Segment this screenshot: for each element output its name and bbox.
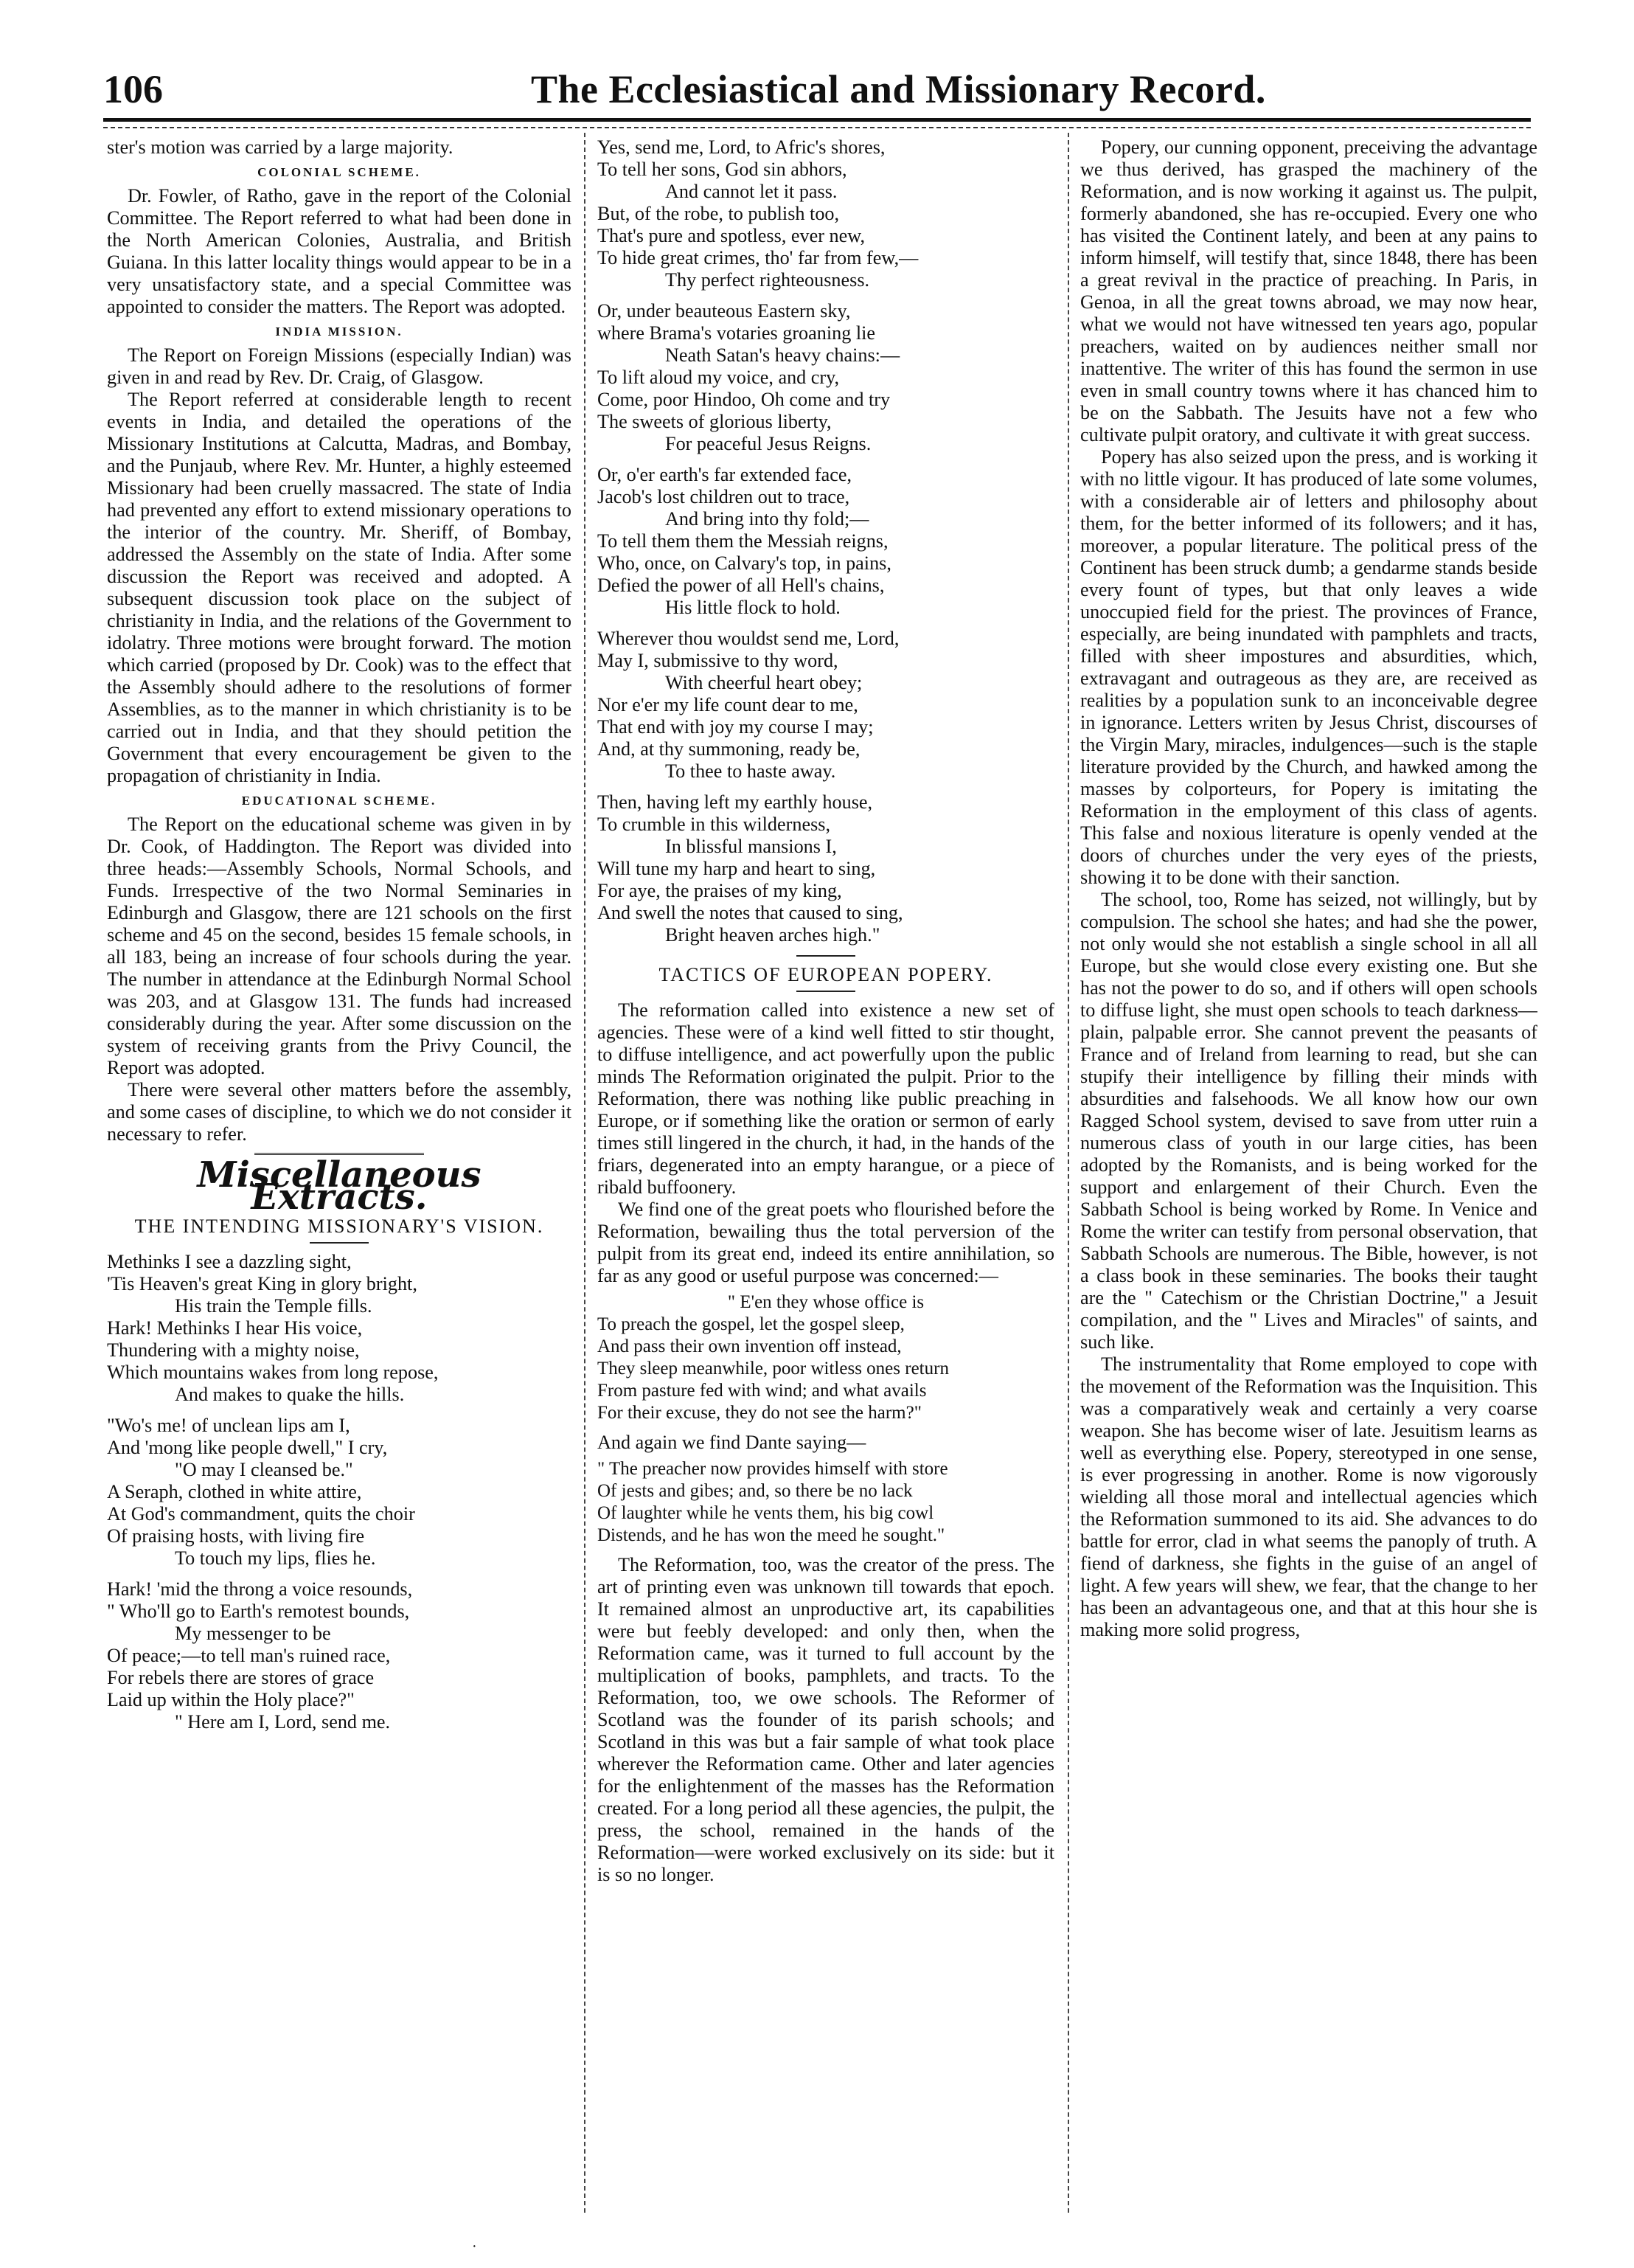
poem-line: To tell her sons, God sin abhors, [597, 159, 847, 180]
quote-line: To preach the gospel, let the gospel sleep, [597, 1314, 905, 1334]
poem-line: To crumble in this wilderness, [597, 814, 831, 835]
footer-mark: · [472, 2238, 477, 2255]
poem-line: That end with joy my course I may; [597, 716, 874, 738]
paragraph: Popery, our cunning opponent, preceiving the advantage we thus derived, has grasped the machinery of the Reformation, and is now working it against us. The pulpit, formerly abandoned, she has re-occupied. Every one who has visited the Continent lately, and been at any pains to inform himself, will testify that, since 1848, there has been a great revival in the practice of preaching. In Paris, in Genoa, in all the great towns abroad, we may now hear, what we would not have witnessed ten years ago, popular preachers, waited on by audiences neither small nor inattentive. The writer of this has found the sermon in use even in small country towns where it has chanced him to be on the Sabbath. The Jesuits have not a few who cultivate pulpit oratory, and cultivate it with great success. [1080, 136, 1537, 445]
poem-line: His little flock to hold. [665, 597, 841, 618]
poem-line: To hide great crimes, tho' far from few,— [597, 247, 919, 268]
poem-line: Thundering with a mighty noise, [107, 1339, 360, 1361]
poem-line: Come, poor Hindoo, Oh come and try [597, 389, 891, 410]
paragraph: ster's motion was carried by a large majority. [107, 136, 453, 158]
poem-line: His train the Temple fills. [175, 1295, 372, 1317]
poem-line: For aye, the praises of my king, [597, 880, 842, 901]
paragraph: And again we find Dante saying— [597, 1432, 866, 1453]
paragraph: The instrumentality that Rome employed to cope with the movement of the Reformation was the Inquisition. This was a comparatively weak and certainly a very coarse weapon. She has become wiser of late. Jesuitism learns as well as everything else. Popery, stereotyped in one sense, is ever progressing in another. Rome is now vigorously wielding all those moral and intellectual agencies which the Reformation summoned to its aid. She advances to do battle for error, clad in what seems the panoply of truth. A fiend of darkness, she fights in the guise of an angel of light. A few years will shew, we fear, that the change to her has been an advantageous one, and that at this hour she is making more solid progress, [1080, 1353, 1537, 1640]
poem-stanza [597, 464, 1054, 619]
ornament-rule [796, 955, 855, 957]
column-divider [584, 133, 585, 2213]
title-rule [796, 991, 855, 992]
poem-line: To touch my lips, flies he. [175, 1547, 376, 1569]
poem-line: And bring into thy fold;— [665, 508, 869, 530]
quote-line: Of laughter while he vents them, his big cowl [597, 1503, 934, 1523]
poem-line: Yes, send me, Lord, to Afric's shores, [597, 136, 886, 158]
paragraph: The Reformation, too, was the creator of the press. The art of printing even was unknown till towards that epoch. It remained almost an unproductive art, its capabilities were but feebly developed: and only then, when the Reformation came, was it turned to full account by the multiplication of books, pamphlets, and tracts. To the Reformation, too, we owe schools. The Reformer of Scotland was the founder of its parish schools; and Scotland in this was but a fair sample of what took place wherever the Reformation came. Other and later agencies for the enlightenment of the masses has the Reformation created. For a long period all these agencies, the pulpit, the press, the school, remained in the hands of the Reformation—were worked exclusively on its side: but it is so no longer. [597, 1554, 1054, 1885]
quotation [597, 1458, 1054, 1547]
poem-line: Hark! 'mid the throng a voice resounds, [107, 1578, 413, 1600]
poem-line: My messenger to be [175, 1623, 331, 1644]
paragraph: We find one of the great poets who flourished before the Reformation, bewailing thus the total perversion of the pulpit from its great end, indeed its entire annihilation, so far as any good or useful purpose was concerned:— [597, 1199, 1054, 1286]
poem-stanza [107, 1415, 571, 1570]
poem-line: where Brama's votaries groaning lie [597, 322, 876, 344]
quote-line: Of jests and gibes; and, so there be no lack [597, 1481, 913, 1501]
poem-line: Neath Satan's heavy chains:— [665, 344, 900, 366]
header-rule-dashed [103, 127, 1531, 128]
poem-line: And 'mong like people dwell," I cry, [107, 1437, 388, 1458]
title-rule [310, 1242, 369, 1244]
poem-stanza [107, 1578, 571, 1733]
column-2 [597, 136, 1054, 1886]
poem-line: But, of the robe, to publish too, [597, 203, 840, 224]
poem-line: 'Tis Heaven's great King in glory bright, [107, 1273, 417, 1294]
poem-line: Will tune my harp and heart to sing, [597, 858, 876, 879]
poem-line: Nor e'er my life count dear to me, [597, 694, 858, 715]
section-subhead: EDUCATIONAL SCHEME. [241, 794, 437, 808]
poem-line: At God's commandment, quits the choir [107, 1503, 415, 1525]
header-rule [103, 118, 1531, 122]
quotation [597, 1291, 1054, 1424]
quote-line: For their excuse, they do not see the harm?" [597, 1403, 922, 1423]
poem-line: Laid up within the Holy place?" [107, 1689, 355, 1710]
quote-line: " The preacher now provides himself with store [597, 1459, 948, 1479]
poem-line: Jacob's lost children out to trace, [597, 486, 850, 507]
poem-stanza [597, 628, 1054, 783]
poem-line: And makes to quake the hills. [175, 1384, 405, 1405]
poem-line: Hark! Methinks I hear His voice, [107, 1317, 363, 1339]
poem-line: Of praising hosts, with living fire [107, 1525, 365, 1547]
poem-line: Defied the power of all Hell's chains, [597, 575, 885, 596]
paragraph: The school, too, Rome has seized, not willingly, but by compulsion. The school she hates; and had she the power, not only would she not establish a single school in all all Europe, but she would close every existing one. But she has not the power to do so, and if others will open schools to diffuse light, she must open schools to teach darkness—plain, palpable error. She cannot prevent the peasants of France and of Ireland from learning to read, but she can stupify their intelligence by filling their minds with absurdities and falsehoods. We all know how our own Ragged School system, devised to save from utter ruin a numerous class of youth in our large cities, has been adopted by the Romanists, and is being worked for the support and enlargement of their Church. Even the Sabbath School is being worked by Rome. In Venice and Rome the writer can testify from personal observation, that Sabbath Schools are numerous. The Bible, however, is not a class book in these seminaries. The books their taught are the " Catechism or the Christian Doctrine," a Jesuit compilation, and the " Lives and Miracles" of saints, and such like. [1080, 889, 1537, 1353]
poem-line: And cannot let it pass. [665, 181, 838, 202]
poem-stanza [597, 136, 1054, 291]
poem-line: "Wo's me! of unclean lips am I, [107, 1415, 350, 1436]
poem-line: To lift aloud my voice, and cry, [597, 367, 840, 388]
quote-line: They sleep meanwhile, poor witless ones return [597, 1359, 949, 1379]
quote-line: From pasture fed with wind; and what avails [597, 1381, 927, 1401]
section-title: Miscellaneous Extracts. [197, 1154, 481, 1218]
quote-line: Distends, and he has won the meed he sought." [597, 1525, 945, 1545]
page-header [103, 66, 1531, 125]
paragraph: Dr. Fowler, of Ratho, gave in the report of the Colonial Committee. The Report referred to what had been done in the North American Colonies, Australia, and British Guiana. In this latter locality things would appear to be in a very unsatisfactory state, and a special Committee was appointed to consider the matters. The Report was adopted. [107, 185, 571, 317]
poem-line: In blissful mansions I, [665, 836, 837, 857]
poem-line: That's pure and spotless, ever new, [597, 225, 865, 246]
quote-line: And pass their own invention off instead, [597, 1336, 902, 1356]
column-3 [1080, 136, 1537, 1641]
poem-stanza [597, 791, 1054, 946]
poem-line: Or, under beauteous Eastern sky, [597, 300, 851, 322]
poem-line: "O may I cleansed be." [175, 1459, 353, 1480]
page-number: 106 [103, 67, 163, 111]
poem-line: For peaceful Jesus Reigns. [665, 433, 872, 454]
poem-line: Bright heaven arches high." [665, 924, 880, 946]
poem-line: Or, o'er earth's far extended face, [597, 464, 852, 485]
paragraph: The Report on Foreign Missions (especially Indian) was given in and read by Rev. Dr. Craig, of Glasgow. [107, 344, 571, 388]
column-1 [107, 136, 571, 1742]
poem-stanza [107, 1251, 571, 1406]
journal-title: The Ecclesiastical and Missionary Record. [531, 67, 1266, 111]
article-title: TACTICS OF EUROPEAN POPERY. [658, 964, 993, 985]
poem-stanza [597, 300, 1054, 455]
poem-line: The sweets of glorious liberty, [597, 411, 832, 432]
poem-line: And swell the notes that caused to sing, [597, 902, 903, 923]
quote-line: " E'en they whose office is [727, 1292, 925, 1312]
poem-line: A Seraph, clothed in white attire, [107, 1481, 362, 1502]
section-subhead: COLONIAL SCHEME. [257, 165, 421, 179]
section-subhead: INDIA MISSION. [275, 325, 403, 339]
poem-line: To thee to haste away. [665, 760, 836, 782]
poem-line: Thy perfect righteousness. [665, 269, 870, 291]
poem-line: And, at thy summoning, ready be, [597, 738, 861, 760]
poem-line: Who, once, on Calvary's top, in pains, [597, 552, 891, 574]
paragraph: The Report on the educational scheme was given in by Dr. Cook, of Haddington. The Report was divided into three heads:—Assembly Schools, Normal Schools, and Funds. Irrespective of the two Normal Seminaries in Edinburgh and Glasgow, there are 121 schools on the first scheme and 45 on the second, besides 15 female schools, in all 183, being an increase of four schools during the year. The number in attendance at the Edinburgh Normal School was 203, and at Glasgow 131. The funds had increased considerably during the year. After some discussion on the system of receiving grants from the Privy Council, the Report was adopted. [107, 814, 571, 1078]
poem-line: " Who'll go to Earth's remotest bounds, [107, 1601, 410, 1622]
poem-line: For rebels there are stores of grace [107, 1667, 375, 1688]
paragraph: There were several other matters before the assembly, and some cases of discipline, to which we do not consider it necessary to refer. [107, 1079, 571, 1145]
paragraph: Popery has also seized upon the press, and is working it with no little vigour. It has produced of late some volumes, with a considerable air of letters and philosophy about them, for the better informed of its followers; and it has, moreover, a popular literature. The political press of the Continent has been struck dumb; a gendarme stands beside every fount of types, but that only leaves a wide unoccupied field for the priest. The provinces of France, especially, are being inundated with pamphlets and tracts, filled with sheer impostures and absurdities, which, extravagant and outrageous as they are, are received as realities by a population sunk to an inconceivable degree in ignorance. Letters writen by Jesus Christ, discourses of the Virgin Mary, miracles, indulgences—such is the staple literature provided by the Church, and hawked among the masses by colporteurs, for Popery is imitating the Reformation in the employment of this class of agents. This false and noxious literature is openly vended at the doors of churches under the very eyes of the priests, showing it to be done with their sanction. [1080, 446, 1537, 888]
poem-line: " Here am I, Lord, send me. [175, 1711, 391, 1733]
poem-line: Which mountains wakes from long repose, [107, 1362, 439, 1383]
poem-line: Then, having left my earthly house, [597, 791, 873, 813]
paragraph: The Report referred at considerable length to recent events in India, and detailed the operations of the Missionary Institutions at Calcutta, Madras, and Bombay, and the Punjaub, where Rev. Mr. Hunter, a highly esteemed Missionary had been cruelly massacred. The state of India had prevented any effort to extend missionary operations to the interior of the country. Mr. Sheriff, of Bombay, addressed the Assembly on the state of India. After some discussion the Report was received and adopted. A subsequent discussion took place on the subject of christianity in India, and the relations of the Government to idolatry. Three motions were brought forward. The motion which carried (proposed by Dr. Cook) was to the effect that the Assembly should adhere to the resolutions of former Assemblies, as to the manner in which christianity is to be carried out in India, and that they should petition the Government that every encouragement be given to the propagation of christianity in India. [107, 389, 571, 786]
poem-line: Methinks I see a dazzling sight, [107, 1251, 352, 1272]
poem-line: With cheerful heart obey; [665, 672, 863, 693]
article-title: THE INTENDING MISSIONARY'S VISION. [134, 1216, 544, 1237]
column-divider [1068, 133, 1069, 2213]
poem-line: To tell them them the Messiah reigns, [597, 530, 889, 552]
paragraph: The reformation called into existence a new set of agencies. These were of a kind well fitted to stir thought, to diffuse intelligence, and act powerfully upon the public minds The Reformation originated the pulpit. Prior to the Reformation, there was nothing like public preaching in Europe, or if something like the oration or sermon of early times still lingered in the church, it had, in the hands of the friars, degenerated into an empty harangue, or a piece of ribald buffoonery. [597, 999, 1054, 1198]
poem-line: May I, submissive to thy word, [597, 650, 838, 671]
poem-line: Wherever thou wouldst send me, Lord, [597, 628, 900, 649]
poem-line: Of peace;—to tell man's ruined race, [107, 1645, 391, 1666]
